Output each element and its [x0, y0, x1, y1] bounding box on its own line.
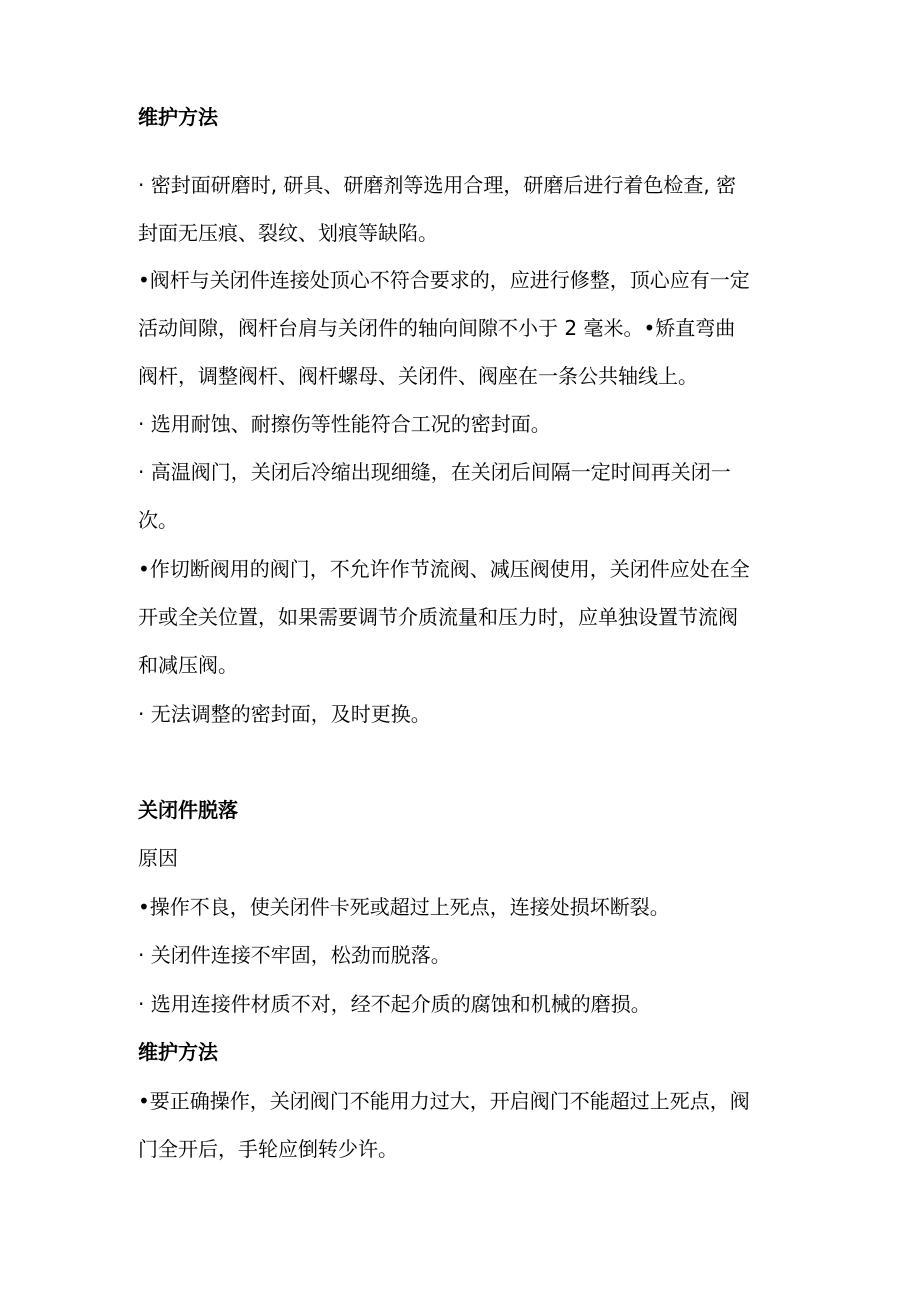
section-heading-maintenance: 维护方法 — [138, 105, 218, 129]
paragraph-line: 次。 — [138, 508, 178, 532]
paragraph-line: · 高温阀门，关闭后冷缩出现细缝，在关闭后间隔一定时间再关闭一 — [138, 460, 731, 484]
paragraph-line: •要正确操作，关闭阀门不能用力过大，开启阀门不能超过上死点，阀 — [138, 1089, 750, 1113]
paragraph-line: •作切断阀用的阀门，不允许作节流阀、减压阀使用，关闭件应处在全 — [138, 557, 750, 581]
paragraph-line: 门全开后，手轮应倒转少许。 — [138, 1137, 398, 1161]
section-heading-closure-detach: 关闭件脱落 — [138, 798, 238, 822]
cause-label: 原因 — [138, 846, 178, 870]
section-heading-maintenance-2: 维护方法 — [138, 1040, 218, 1064]
paragraph-line: · 关闭件连接不牢固，松劲而脱落。 — [138, 943, 451, 967]
paragraph-line: •操作不良，使关闭件卡死或超过上死点，连接处损坏断裂。 — [138, 895, 670, 919]
paragraph-line: · 选用连接件材质不对，经不起介质的腐蚀和机械的磨损。 — [138, 992, 651, 1016]
paragraph-line: 活动间隙，阀杆台肩与关闭件的轴向间隙不小于 2 毫米。•矫直弯曲 — [138, 316, 736, 340]
paragraph-line: 封面无压痕、裂纹、划痕等缺陷。 — [138, 221, 438, 245]
paragraph-line: · 无法调整的密封面，及时更换。 — [138, 702, 431, 726]
paragraph-line: •阀杆与关闭件连接处顶心不符合要求的，应进行修整，顶心应有一定 — [138, 268, 750, 292]
paragraph-line: · 选用耐蚀、耐擦伤等性能符合工况的密封面。 — [138, 412, 551, 436]
paragraph-line: · 密封面研磨时, 研具、研磨剂等选用合理，研磨后进行着色检查, 密 — [138, 173, 737, 197]
paragraph-line: 和减压阀。 — [138, 653, 238, 677]
paragraph-line: 阀杆，调整阀杆、阀杆螺母、关闭件、阀座在一条公共轴线上。 — [138, 364, 698, 388]
paragraph-line: 开或全关位置，如果需要调节介质流量和压力时，应单独设置节流阀 — [138, 605, 738, 629]
